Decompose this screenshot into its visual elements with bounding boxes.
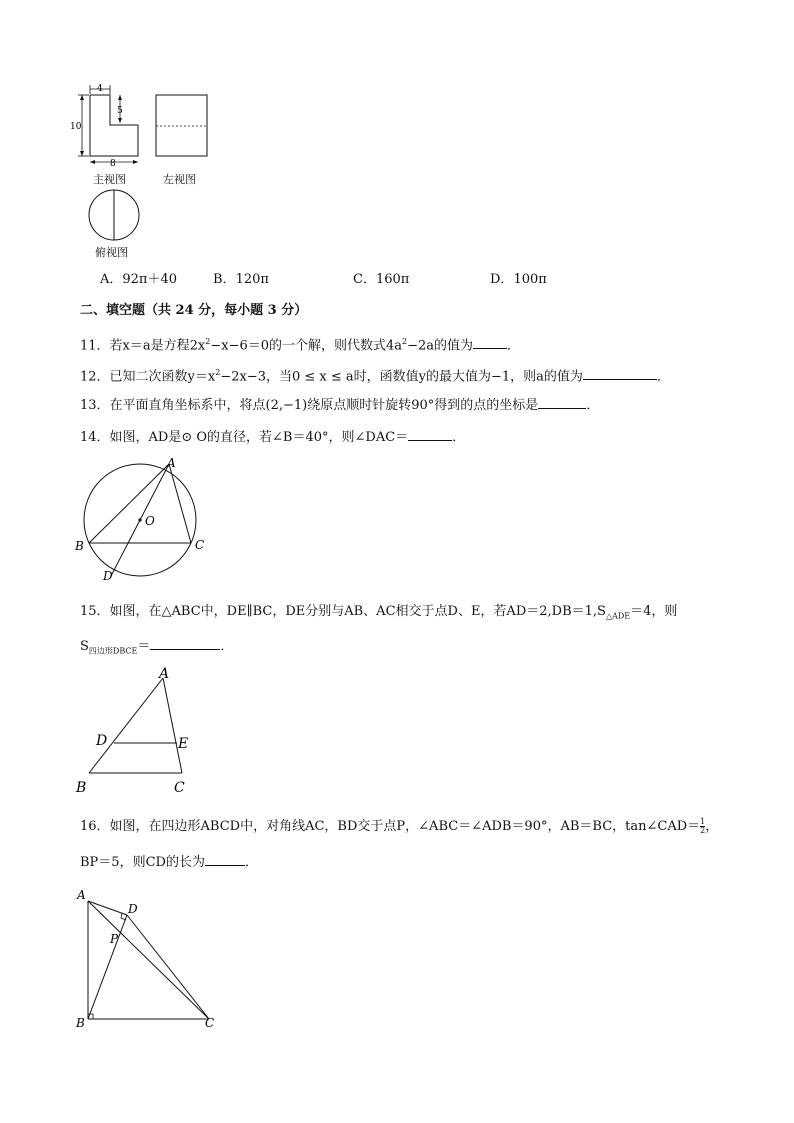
label-c: C	[195, 538, 205, 552]
answer-blank[interactable]	[538, 396, 586, 409]
label-d: D	[128, 902, 138, 916]
answer-blank[interactable]	[150, 637, 220, 650]
q15-figure	[72, 660, 212, 800]
q10-option-a: A．92π＋40	[100, 272, 178, 287]
question-16: 16．如图，在四边形ABCD中，对角线AC，BD交于点P，∠ABC＝∠ADB＝90°，AB＝BC，tan∠CAD＝ $\frac{1}{2}$ ，	[80, 817, 719, 835]
q10-option-c: C．160π	[353, 272, 410, 287]
label-o: O	[145, 514, 155, 528]
label-p: P	[110, 932, 119, 946]
dim-8: 8	[110, 159, 116, 169]
question-16-line2: BP＝5，则CD的长为 ．	[80, 855, 258, 870]
dim-4: 4	[97, 84, 103, 94]
q10-option-b: B．120π	[213, 272, 269, 287]
question-13: 13．在平面直角坐标系中，将点(2,−1)绕原点顺时针旋转90°得到的点的坐标是 ．	[80, 398, 600, 413]
label-a: A	[77, 888, 86, 902]
left-view-shape	[156, 95, 207, 156]
front-view-label: 主视图	[93, 173, 126, 186]
label-b: B	[76, 1016, 85, 1030]
dim-10: 10	[70, 122, 82, 132]
label-d: D	[103, 569, 113, 583]
dim-5: 5	[117, 106, 123, 116]
question-15-line2: $S_{四边形DBCE}=$ ．	[80, 639, 234, 656]
answer-blank[interactable]	[205, 853, 245, 866]
question-11: 11．若x＝a是方程$2x^2-x-6=0$的一个解，则代数式$4a^2-2a$的值为 ．	[80, 337, 521, 354]
label-d: D	[96, 733, 108, 749]
question-12: 12．已知二次函数$y=x^2-2x-3$，当0 ≤ x ≤ a时，函数值y的最大值为−1，则a的值为 ．	[80, 368, 670, 385]
q16-figure	[72, 885, 222, 1035]
label-e: E	[178, 736, 189, 752]
label-a: A	[167, 456, 176, 470]
label-c: C	[205, 1016, 215, 1030]
label-b: B	[75, 539, 84, 553]
question-15: 15．如图，在△ABC中，DE∥BC，DE分别与AB、AC相交于点D、E，若$AD=2,DB=1,S_{\triangle ADE}=4$，则	[80, 604, 678, 621]
fraction: $\frac{1}{2}$	[700, 817, 706, 835]
top-view-label: 俯视图	[95, 246, 128, 259]
q10-option-d: D．100π	[490, 272, 547, 287]
label-a: A	[159, 666, 170, 682]
section-title: 二、填空题（共 24 分，每小题 3 分）	[80, 303, 308, 318]
answer-blank[interactable]	[473, 336, 507, 349]
left-view-label: 左视图	[163, 173, 196, 186]
label-b: B	[76, 780, 87, 796]
question-14: 14．如图，AD是⊙ O的直径，若∠B＝40°，则∠DAC＝ ．	[80, 430, 466, 445]
answer-blank[interactable]	[583, 367, 657, 380]
answer-blank[interactable]	[408, 428, 452, 441]
front-view-shape	[90, 95, 138, 156]
q14-figure	[70, 452, 220, 587]
label-c: C	[174, 780, 185, 796]
